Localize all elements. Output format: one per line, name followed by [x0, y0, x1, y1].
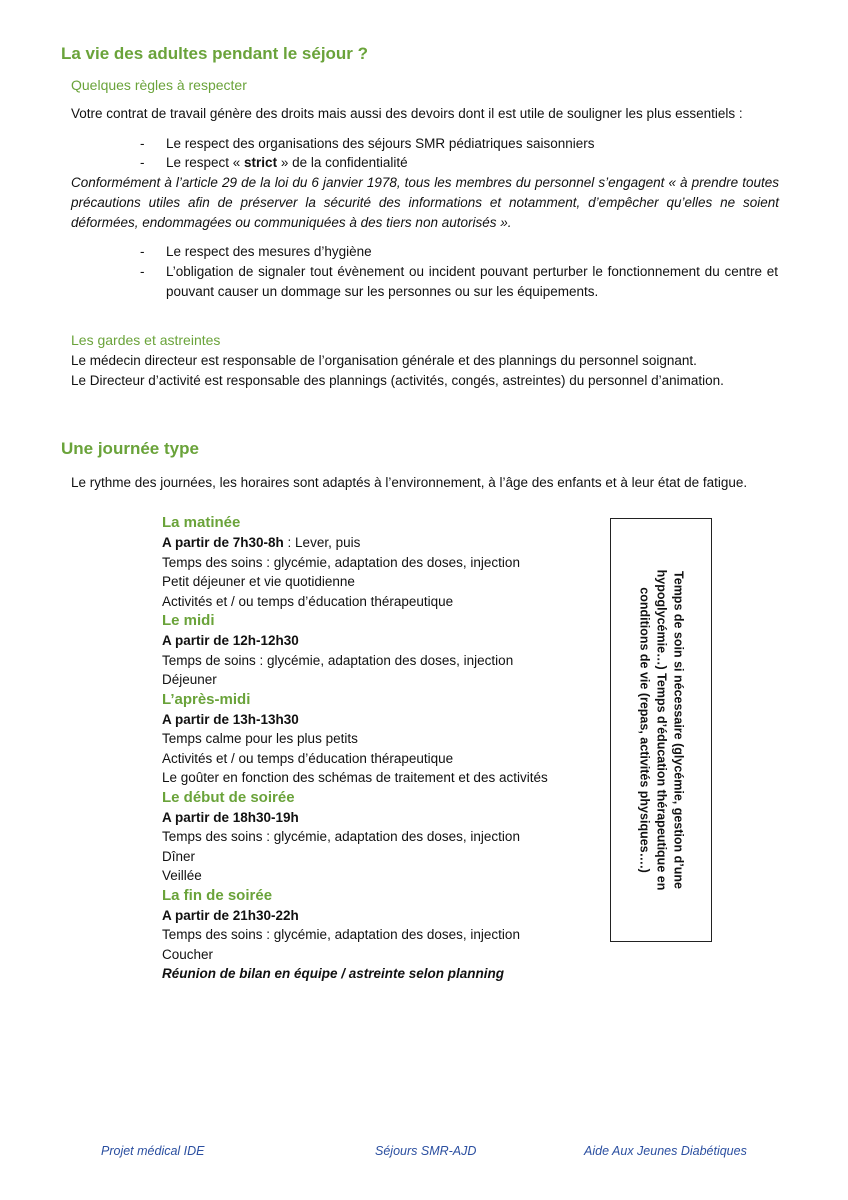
- period-title: Le début de soirée: [162, 788, 295, 806]
- bullet-text-post: » de la confidentialité: [277, 155, 408, 170]
- closing-note: Réunion de bilan en équipe / astreinte selon planning: [162, 966, 505, 981]
- footer-left: Projet médical IDE: [101, 1144, 205, 1158]
- period-time-label: A partir de 7h30-8h: [162, 535, 284, 550]
- subtitle-rules: Quelques règles à respecter: [71, 77, 247, 93]
- period-time-label: A partir de 12h-12h30: [162, 633, 299, 648]
- bullet-text: L’obligation de signaler tout évènement ou incident pouvant perturber le fonctionnement du centre et pouvant causer un dommage sur les personnes ou sur les équipements.: [166, 264, 778, 299]
- period-time-label: A partir de 13h-13h30: [162, 711, 299, 727]
- guards-line-2: Le Directeur d’activité est responsable des plannings (activités, congés, astreintes) du personnel d’animation.: [71, 373, 724, 388]
- period-item: Petit déjeuner et vie quotidienne: [162, 574, 355, 589]
- period-item: Veillée: [162, 868, 202, 883]
- bullet-text-bold: strict: [244, 155, 278, 170]
- bullet-text: [166, 153, 778, 173]
- period-time: [162, 533, 602, 553]
- typical-day-intro: Le rythme des journées, les horaires sont adaptés à l’environnement, à l’âge des enfants et à leur état de fatigue.: [71, 475, 748, 490]
- period-early-evening: [162, 788, 602, 886]
- period-title: Le midi: [162, 612, 215, 629]
- subtitle-guards: Les gardes et astreintes: [71, 332, 221, 348]
- period-item: Activités et / ou temps d’éducation thérapeutique: [162, 750, 454, 766]
- bullet-dash: -: [140, 244, 145, 259]
- period-item: Coucher: [162, 946, 214, 962]
- bullet-text-pre: Le respect «: [166, 155, 245, 170]
- rules-intro: Votre contrat de travail génère des droits mais aussi des devoirs dont il est utile de souligner les plus essentiels :: [71, 106, 743, 121]
- bullet-item: [140, 153, 780, 173]
- bullet-dash: -: [140, 136, 145, 151]
- bullet-item: [140, 134, 780, 154]
- legal-quote: Conformément à l’article 29 de la loi du 6 janvier 1978, tous les membres du personnel s’engagent « à prendre toutes précautions utiles afin de préserver la sécurité des informations et notamment, d’empêcher qu’elles ne soient déformées, endommagées ou communiquées à des tiers non autorisés ».: [71, 175, 779, 230]
- period-item: Temps des soins : glycémie, adaptation des doses, injection: [162, 927, 520, 942]
- care-time-sidebox: [610, 518, 712, 942]
- period-item: Temps de soins : glycémie, adaptation des doses, injection: [162, 652, 514, 668]
- schedule: [162, 513, 602, 984]
- bullet-dash: -: [140, 155, 145, 170]
- period-item: Activités et / ou temps d’éducation thérapeutique: [162, 593, 454, 609]
- bullet-text: Le respect des organisations des séjours SMR pédiatriques saisonniers: [166, 136, 595, 151]
- section-title-adult-life: La vie des adultes pendant le séjour ?: [61, 44, 369, 63]
- period-time-label: A partir de 21h30-22h: [162, 907, 299, 923]
- period-item: Temps des soins : glycémie, adaptation des doses, injection: [162, 829, 520, 844]
- sidebox-text: Temps de soin si nécessaire (glycémie, gestion d’une hypoglycémie…) Temps d’éducation thérapeutique en conditions de vie (repas, activités physiques….): [637, 569, 686, 891]
- period-morning: [162, 513, 602, 611]
- period-title: La matinée: [162, 514, 241, 531]
- bullet-text: Le respect des mesures d’hygiène: [166, 244, 372, 259]
- period-item: Dîner: [162, 848, 196, 864]
- period-time-label: A partir de 18h30-19h: [162, 809, 299, 825]
- period-title: La fin de soirée: [162, 886, 273, 904]
- period-item: Déjeuner: [162, 672, 217, 687]
- period-noon: [162, 611, 602, 690]
- bullet-dash: -: [140, 264, 145, 279]
- period-item: Le goûter en fonction des schémas de traitement et des activités: [162, 770, 548, 785]
- period-title: L’après-midi: [162, 690, 251, 708]
- period-item: Temps calme pour les plus petits: [162, 731, 358, 746]
- period-late-evening: [162, 886, 602, 965]
- bullet-item: [140, 262, 780, 302]
- section-title-typical-day: Une journée type: [61, 439, 199, 458]
- period-item: Temps des soins : glycémie, adaptation des doses, injection: [162, 554, 520, 570]
- footer-right: Aide Aux Jeunes Diabétiques: [584, 1144, 747, 1158]
- guards-line-1: Le médecin directeur est responsable de l’organisation générale et des plannings du personnel soignant.: [71, 353, 697, 368]
- period-time-suffix: : Lever, puis: [283, 535, 361, 550]
- footer-center: Séjours SMR-AJD: [375, 1144, 477, 1158]
- bullet-item: [140, 242, 780, 262]
- period-afternoon: [162, 690, 602, 788]
